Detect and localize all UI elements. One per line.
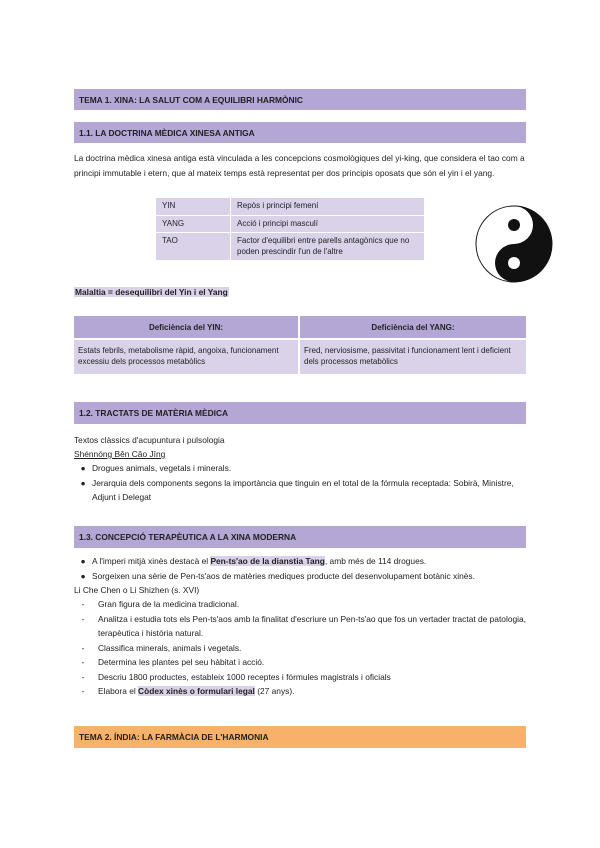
list-item-text: Gran figura de la medicina tradicional. [98, 599, 240, 609]
section-1-3-heading [74, 526, 526, 548]
section-1-2-line: Textos clàssics d'acupuntura i pulsologia [74, 435, 225, 445]
list-item-text: Drogues animals, vegetals i minerals. [92, 463, 232, 473]
deficiency-table [74, 316, 526, 374]
table-row [156, 198, 424, 216]
list-item-text: Sorgeixen una sèrie de Pen-ts'aos de matèries mediques producte del desenvolupament botànic xinès. [92, 570, 475, 581]
malaltia-statement: Malaltia = desequilibri del Yin i el Yang [75, 287, 228, 297]
yin-deficiency-cell: Estats febrils, metabolisme ràpid, angoixa, funcionament excessiu dels processos metabòlics [74, 340, 300, 374]
list-item-text: A l'imperi mitjà xinès destacà el [92, 556, 211, 566]
highlight-pentsao-tang: Pen-ts'ao de la dianstia Tang [210, 556, 325, 566]
list-item: - Elabora el Còdex xinès o formulari legal (27 anys). [81, 686, 295, 696]
list-item: - Analitza i estudia tots els Pen-ts'aos amb la finalitat d'escriure un Pen-ts'ao que fos un vertader tractat de patologia, terapèutica i història natural. [81, 613, 526, 638]
section-1-2-title: 1.2. TRACTATS DE MATÈRIA MÈDICA [79, 408, 229, 418]
table-header-row [74, 316, 526, 340]
tao-key: TAO [156, 233, 231, 261]
yang-value: Acció i principi masculí [231, 216, 424, 234]
section-1-2-heading [74, 402, 526, 424]
li-shizhen-line: Li Che Chen o Li Shizhen (s. XVI) [74, 585, 200, 595]
yin-yang-icon [474, 204, 554, 284]
list-item: - Gran figura de la medicina tradicional. [81, 599, 240, 609]
yang-deficiency-cell: Fred, nerviosisme, passivitat i funcionament lent i deficient dels processos metabòlics [300, 340, 526, 374]
list-item: - Descriu 1800 productes, estableix 1000 receptes i fórmules magistrals i oficials [81, 671, 391, 682]
section-1-1-intro: La doctrina mèdica xinesa antiga està vinculada a les concepcions cosmològiques del yi-king, que considera el tao com a principi immutable i etern, que al mateix temps està representat per dos principis oposats que són el yin i el yang. [74, 153, 525, 178]
list-item: ● Jerarquia dels components segons la importància que tinguin en el total de la fórmula receptada: Sobirà, Ministre, Adjunt i Delegat [80, 477, 514, 502]
list-item: - Determina les plantes pel seu hàbitat i acció. [81, 657, 265, 667]
yang-deficiency-header: Deficiència del YANG: [300, 316, 526, 340]
tema2-title: TEMA 2. ÍNDIA: LA FARMÀCIA DE L'HARMONIA [79, 732, 269, 742]
highlight-codex: Còdex xinès o formulari legal [138, 686, 255, 696]
list-item: - Classifica minerals, animals i vegetals. [81, 642, 242, 653]
list-item-text: Descriu 1800 productes, estableix 1000 receptes i fórmules magistrals i oficials [98, 671, 391, 682]
list-item-text: Classifica minerals, animals i vegetals. [98, 642, 242, 653]
list-item: ● Drogues animals, vegetals i minerals. [80, 463, 232, 473]
tao-value: Factor d'equilibri entre parells antagònics que no poden prescindir l'un de l'altre [231, 233, 424, 261]
section-1-1-heading [74, 122, 526, 143]
yin-deficiency-header: Deficiència del YIN: [74, 316, 300, 340]
table-row [156, 216, 424, 234]
section-1-3-title: 1.3. CONCEPCIÓ TERAPÈUTICA A LA XINA MODERNA [79, 532, 297, 542]
list-item-text: Jerarquia dels components segons la importància que tinguin en el total de la fórmula receptada: Sobirà, Ministre, Adjunt i Delegat [92, 477, 514, 502]
section-1-2-list [74, 461, 526, 505]
yin-value: Repòs i principi femení [231, 198, 424, 216]
book-title: Shénnóng Běn Cǎo Jīng [74, 449, 166, 459]
tema2-heading [74, 726, 526, 748]
list-item-text: (27 anys). [254, 686, 295, 696]
list-item-text: Determina les plantes pel seu hàbitat i acció. [98, 657, 265, 667]
tema1-title: TEMA 1. XINA: LA SALUT COM A EQUILIBRI HARMÒNIC [79, 94, 303, 105]
table-row [156, 233, 424, 261]
list-item: ● A l'imperi mitjà xinès destacà el Pen-ts'ao de la dianstia Tang, amb més de 114 drogues. [80, 556, 427, 566]
list-item: ● Sorgeixen una sèrie de Pen-ts'aos de matèries mediques producte del desenvolupament botànic xinès. [80, 570, 475, 581]
section-1-1-title: 1.1. LA DOCTRINA MÈDICA XINESA ANTIGA [79, 127, 255, 138]
yang-key: YANG [156, 216, 231, 234]
list-item-text: , amb més de 114 drogues. [324, 556, 427, 566]
yin-yang-table [156, 198, 424, 261]
list-item-text: Analitza i estudia tots els Pen-ts'aos amb la finalitat d'escriure un Pen-ts'ao que fos un vertader tractat de patologia, terapèutica i història natural. [98, 613, 526, 638]
section-1-3-list [74, 554, 526, 583]
tema1-heading [74, 89, 526, 110]
table-row [74, 340, 526, 374]
list-item-text: Elabora el [98, 686, 139, 696]
yin-key: YIN [156, 198, 231, 216]
li-shizhen-list [74, 597, 526, 699]
